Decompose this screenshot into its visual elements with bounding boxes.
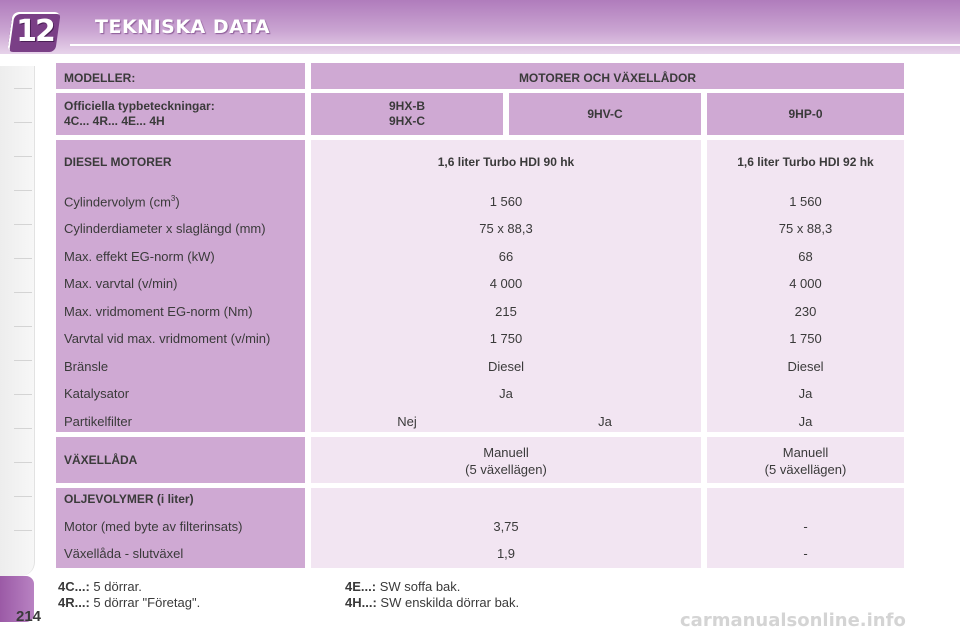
footnote <box>58 579 200 595</box>
cylindervolym-sup: 3 <box>170 194 176 203</box>
chapter-tab[interactable] <box>14 462 32 463</box>
footnote-text: SW soffa bak. <box>379 579 461 594</box>
typbeteckning-label-line2: 4C... 4R... 4E... 4H <box>64 114 165 128</box>
footnote <box>345 595 519 611</box>
code-col2: 9HV-C <box>509 93 701 135</box>
specs-table <box>56 63 904 568</box>
oil-row-value-a: 1,9 <box>496 546 516 561</box>
gearbox-b <box>707 437 904 483</box>
chapter-tab[interactable] <box>14 224 32 225</box>
footnote-text: 5 dörrar "Företag". <box>93 595 201 610</box>
oil-row-label: Motor (med byte av filterinsats) <box>64 519 243 534</box>
row-label: Katalysator <box>64 386 130 401</box>
row-label: Max. effekt EG-norm (kW) <box>64 249 215 264</box>
row-label: Max. vridmoment EG-norm (Nm) <box>64 304 253 319</box>
row-value-a2: Ja <box>598 414 612 429</box>
code-9hx-b: 9HX-B <box>388 99 425 113</box>
gearbox-label: VÄXELLÅDA <box>64 453 138 467</box>
gearbox-b-type: Manuell <box>782 445 829 460</box>
cylindervolym-label: Cylindervolym (cm <box>64 194 171 210</box>
chapter-tab[interactable] <box>14 530 32 531</box>
row-value-a: 1 750 <box>489 331 523 346</box>
row-value-a: 75 x 88,3 <box>479 221 533 236</box>
row-value-b: Ja <box>798 386 813 401</box>
chapter-tab[interactable] <box>14 428 32 429</box>
gearbox-a-type: Manuell <box>483 445 529 460</box>
cylindervolym-tail: ) <box>175 194 180 210</box>
chapter-tabs <box>0 66 35 576</box>
code-col1 <box>311 93 503 135</box>
row-label: Max. varvtal (v/min) <box>64 276 178 291</box>
row-label-cylindervolym <box>64 194 180 209</box>
footnote-key: 4R...: <box>58 595 90 610</box>
gearbox-a <box>311 437 701 483</box>
row-value-b: 4 000 <box>789 276 822 291</box>
row-value-b: 230 <box>794 304 817 319</box>
footnote <box>58 595 200 611</box>
row-value-a1: Nej <box>397 414 417 429</box>
gearbox-b-gears: (5 växellägen) <box>764 462 847 477</box>
footnote-key: 4H...: <box>345 595 377 610</box>
row-value-a: Ja <box>499 386 513 401</box>
page-number: 214 <box>16 608 42 625</box>
chapter-tab[interactable] <box>14 122 32 123</box>
footnote-text: 5 dörrar. <box>93 579 142 594</box>
oil-row-value-b: - <box>803 519 808 534</box>
chapter-tab[interactable] <box>14 88 32 89</box>
footnotes-left <box>58 579 200 611</box>
typbeteckning-label-line1: Officiella typbeteckningar: <box>64 99 215 113</box>
footnotes-right <box>345 579 519 611</box>
row-label: Varvtal vid max. vridmoment (v/min) <box>64 331 271 346</box>
chapter-tab[interactable] <box>14 360 32 361</box>
code-9hx-c: 9HX-C <box>388 114 425 128</box>
diesel-label: DIESEL MOTORER <box>64 155 172 169</box>
gearbox-a-gears: (5 växellägen) <box>465 462 547 477</box>
row-value-b: Ja <box>798 414 813 429</box>
row-label: Cylinderdiameter x slaglängd (mm) <box>64 221 266 236</box>
typbeteckning-label <box>56 93 305 135</box>
row-value-a: 215 <box>495 304 517 319</box>
oil-row-label: Växellåda - slutväxel <box>64 546 184 561</box>
row-value-b: 1 750 <box>789 331 822 346</box>
chapter-tab[interactable] <box>14 394 32 395</box>
row-label: Partikelfilter <box>64 414 132 429</box>
footnote <box>345 579 519 595</box>
row-value-b: Diesel <box>787 359 824 374</box>
footnote-key: 4E...: <box>345 579 377 594</box>
row-value-b: 75 x 88,3 <box>778 221 833 236</box>
chapter-tab[interactable] <box>14 258 32 259</box>
chapter-tab[interactable] <box>14 292 32 293</box>
chapter-tab[interactable] <box>14 156 32 157</box>
header-divider <box>70 44 960 46</box>
watermark: carmanualsonline.info <box>680 610 906 631</box>
chapter-number: 12 <box>16 14 54 49</box>
chapter-tab[interactable] <box>14 190 32 191</box>
engine-b-title: 1,6 liter Turbo HDI 92 hk <box>737 155 874 169</box>
row-value-b: 1 560 <box>789 194 822 209</box>
engines-header: MOTORER OCH VÄXELLÅDOR <box>311 63 904 89</box>
footnote-text: SW enskilda dörrar bak. <box>380 595 520 610</box>
row-value-b: 68 <box>798 249 813 264</box>
models-label: MODELLER: <box>56 63 305 89</box>
row-value-a: 66 <box>498 249 514 264</box>
row-value-a: Diesel <box>487 359 525 374</box>
row-value-a: 1 560 <box>489 194 523 209</box>
engine-a-title: 1,6 liter Turbo HDI 90 hk <box>437 155 575 169</box>
oil-row-value-a: 3,75 <box>493 519 519 534</box>
chapter-tab[interactable] <box>14 326 32 327</box>
row-label: Bränsle <box>64 359 109 374</box>
page-title: TEKNISKA DATA <box>95 16 271 38</box>
footnote-key: 4C...: <box>58 579 90 594</box>
code-col3: 9HP-0 <box>707 93 904 135</box>
oil-label: OLJEVOLYMER (i liter) <box>64 492 194 506</box>
chapter-tab[interactable] <box>14 496 32 497</box>
row-value-a: 4 000 <box>489 276 523 291</box>
oil-row-value-b: - <box>803 546 808 561</box>
